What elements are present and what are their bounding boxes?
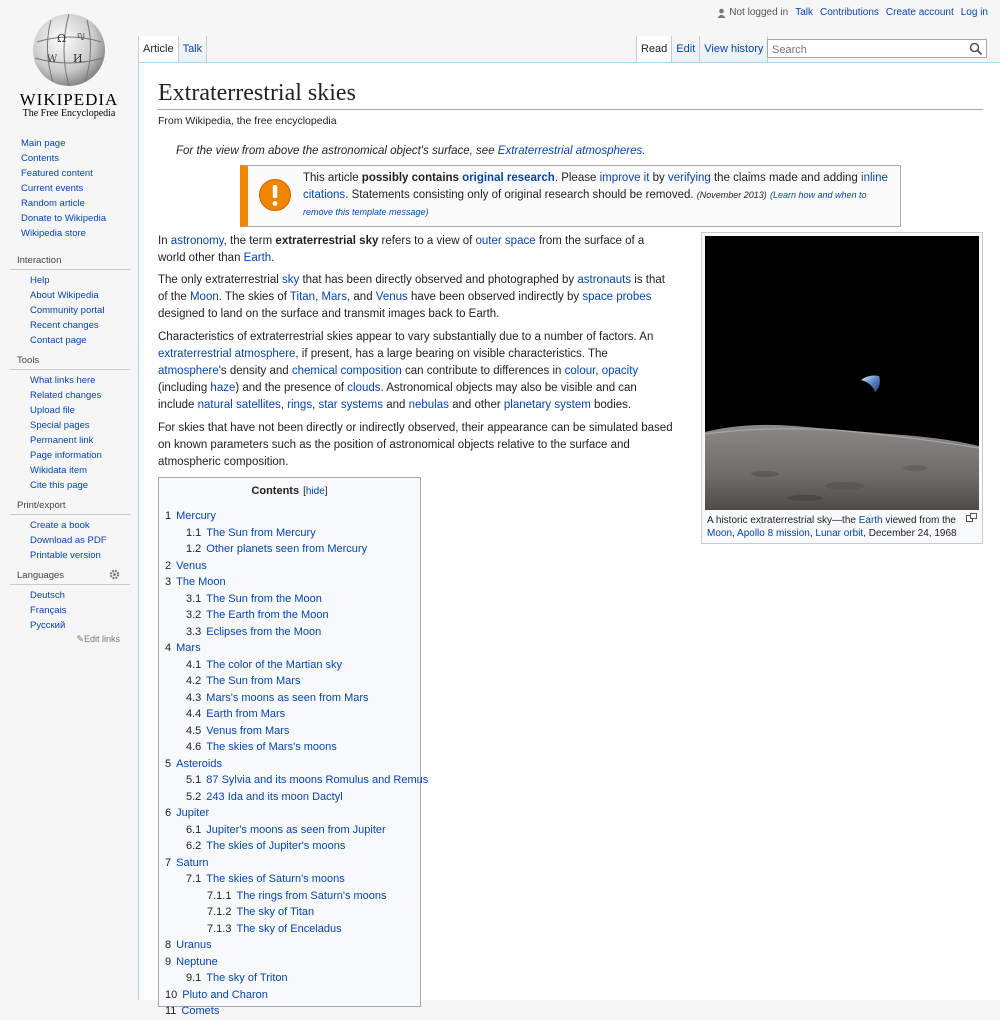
sidebar-item-download-as-pdf[interactable]: Download as PDF	[30, 535, 107, 546]
toc-item-link[interactable]	[165, 1005, 219, 1017]
toc-item[interactable]	[159, 855, 420, 872]
link-colour[interactable]: colour	[564, 365, 596, 377]
search-icon[interactable]	[969, 42, 983, 56]
log-in-link[interactable]: Log in	[960, 7, 988, 18]
p3-f: (including	[158, 382, 211, 394]
toc-item[interactable]	[159, 640, 420, 657]
toc-item-link[interactable]	[165, 807, 209, 819]
link-moon[interactable]: Moon	[189, 291, 219, 303]
toc-item-link[interactable]	[165, 510, 216, 522]
toc-hide-link[interactable]: hide	[305, 486, 325, 497]
toc-item-text: The Sun from Mars	[206, 675, 301, 687]
toc-item-number: 8	[165, 939, 172, 951]
p2-h: designed to land on the surface and transmit images back to Earth.	[158, 308, 500, 320]
puzzle-globe-icon	[29, 12, 109, 88]
toc-item-link[interactable]	[186, 692, 369, 704]
wikipedia-logo[interactable]	[0, 0, 138, 128]
notice-b1: possibly contains	[361, 172, 463, 184]
toc-item-number: 4.1	[186, 658, 202, 671]
notice-text	[303, 170, 898, 221]
notice-t4: the claims made and adding	[710, 172, 862, 184]
toc-item-text: The Sun from the Moon	[206, 592, 322, 605]
link-nebulas[interactable]: nebulas	[408, 399, 449, 411]
toc-item[interactable]	[159, 970, 420, 987]
sidebar-item-what-links-here[interactable]: What links here	[30, 375, 96, 386]
toc-item-link[interactable]	[165, 857, 209, 869]
toc-item-number: 7	[165, 856, 172, 869]
toc-item-link[interactable]	[186, 774, 428, 786]
toc-item-link[interactable]	[165, 642, 201, 654]
p2-a: The only extraterrestrial	[158, 274, 282, 286]
toc-item-number: 1	[165, 510, 172, 522]
sidebar-item-special-pages[interactable]: Special pages	[30, 420, 90, 431]
sidebar-heading-interaction[interactable]: Interaction	[10, 255, 130, 270]
svg-text:ญ: ญ	[77, 31, 85, 41]
toc-item-text: Mercury	[176, 510, 216, 522]
p1-bold-term: extraterrestrial sky	[275, 235, 379, 247]
sidebar-item-help[interactable]: Help	[30, 275, 50, 286]
sidebar-item-permanent-link[interactable]: Permanent link	[30, 435, 94, 446]
paragraph-3	[158, 329, 674, 414]
tab-read[interactable]: Read	[636, 36, 672, 62]
toc-item-number: 6	[165, 807, 172, 819]
toc-item[interactable]	[159, 508, 420, 525]
toc-item[interactable]	[159, 541, 420, 558]
toc-item[interactable]	[159, 805, 420, 822]
p2-f: , and	[347, 291, 376, 303]
sidebar-languages	[10, 570, 138, 645]
sidebar-interaction	[10, 255, 138, 348]
toc-item-link[interactable]	[186, 824, 386, 836]
caption-link-moon[interactable]: Moon	[707, 528, 733, 539]
toc-list	[159, 508, 429, 1020]
not-logged-in-text: Not logged in	[729, 7, 789, 18]
toc-item-number: 6.1	[186, 823, 202, 836]
toc-item-text: The sky of Triton	[206, 972, 288, 984]
toc-item-number: 4	[165, 642, 172, 654]
toc-item[interactable]	[159, 789, 420, 806]
logo-tagline: The Free Encyclopedia	[22, 108, 116, 119]
caption-link-earth[interactable]: Earth	[858, 515, 883, 526]
p3-m: bodies.	[590, 399, 632, 411]
sidebar-item-printable-version[interactable]: Printable version	[30, 550, 101, 561]
toc-item[interactable]	[159, 756, 420, 773]
sidebar-item-upload-file[interactable]: Upload file	[30, 405, 75, 416]
sidebar-heading-print-export[interactable]: Print/export	[10, 500, 130, 515]
gear-icon[interactable]	[109, 569, 120, 580]
toc-item-number: 3.1	[186, 592, 202, 605]
sidebar-item-community-portal[interactable]: Community portal	[30, 305, 105, 316]
toc-item[interactable]	[159, 657, 420, 674]
sidebar-item-create-a-book[interactable]: Create a book	[30, 520, 90, 531]
toc-item-link[interactable]	[186, 972, 288, 984]
sidebar-item-current-events[interactable]: Current events	[21, 183, 84, 194]
p3-e: ,	[595, 365, 602, 377]
caption-d: ,	[809, 528, 816, 539]
p3-k: and	[383, 399, 409, 411]
toc-item[interactable]	[159, 673, 420, 690]
p2-g: have been observed indirectly by	[407, 291, 583, 303]
hatnote-link-extraterrestrial-atmospheres[interactable]: Extraterrestrial atmospheres	[497, 145, 643, 157]
toc-item-text: 87 Sylvia and its moons Romulus and Remus	[206, 774, 429, 786]
paragraph-4: For skies that have not been directly or indirectly observed, their appearance can be simulated based on known parameters such as the position of astronomical objects relative to the surface and atmospheric composition.	[158, 422, 673, 468]
toc-item-number: 3.3	[186, 625, 202, 638]
toc-item-number: 7.1.1	[207, 889, 232, 902]
p2-c: is that of the	[158, 274, 665, 303]
notice-date: (November 2013)	[696, 190, 767, 200]
p3-d: can contribute to differences in	[401, 365, 565, 377]
user-icon	[717, 8, 726, 18]
toc-item-link[interactable]	[186, 840, 345, 852]
sidebar-item-about-wikipedia[interactable]: About Wikipedia	[30, 290, 99, 301]
link-earth[interactable]: Earth	[243, 252, 272, 264]
link-outer-space[interactable]: outer space	[475, 235, 536, 247]
toc-item-text: Saturn	[176, 856, 209, 869]
notice-link-improve-it[interactable]: improve it	[599, 172, 650, 184]
view-tabs	[636, 36, 768, 62]
p1-d: from the surface of a world other than	[158, 235, 645, 264]
toc-item-link[interactable]	[186, 593, 322, 605]
edit-links-text: Edit links	[83, 634, 120, 644]
link-natural-satellites[interactable]: natural satellites	[197, 399, 281, 411]
link-star-systems[interactable]: star systems	[318, 399, 384, 411]
language-link-russian[interactable]: Русский	[30, 620, 66, 631]
toc-item-number: 11	[165, 1005, 177, 1017]
link-mars[interactable]: Mars	[321, 291, 348, 303]
svg-text:Ω: Ω	[57, 32, 67, 45]
notice-t2: . Please	[554, 172, 600, 184]
link-planetary-system[interactable]: planetary system	[503, 399, 591, 411]
toc-item-link[interactable]	[207, 890, 387, 902]
main-content	[138, 62, 1000, 1017]
notice-link-original-research[interactable]: original research	[462, 172, 555, 184]
tab-talk[interactable]: Talk	[179, 36, 208, 62]
p2-e: ,	[315, 291, 322, 303]
site-subtitle: From Wikipedia, the free encyclopedia	[158, 115, 337, 127]
tab-article[interactable]: Article	[138, 36, 179, 62]
toc-item-number: 5.1	[186, 774, 202, 786]
link-sky[interactable]: sky	[282, 274, 300, 286]
toc-item-link[interactable]	[186, 675, 300, 687]
toc-item-link[interactable]	[165, 758, 222, 770]
sidebar-item-page-information[interactable]: Page information	[30, 450, 102, 461]
toc-item-link[interactable]	[186, 626, 321, 638]
toc-item-number: 10	[165, 988, 178, 1001]
toc-item-number: 4.4	[186, 708, 202, 720]
p3-j: ,	[312, 399, 319, 411]
caption-c: ,	[732, 528, 738, 539]
toc-item-number: 2	[165, 559, 172, 572]
toc-item-link[interactable]	[165, 989, 268, 1001]
language-link-francais[interactable]: Français	[30, 605, 67, 616]
toc-item-link[interactable]	[186, 873, 345, 885]
sidebar-item-contents[interactable]: Contents	[21, 153, 60, 164]
toc-item-text: Asteroids	[176, 757, 222, 770]
toc-item-text: The rings from Saturn's moons	[236, 889, 387, 902]
toc-item[interactable]	[159, 607, 420, 624]
toc-item-link[interactable]	[165, 576, 226, 588]
toc-item-link[interactable]	[186, 609, 329, 621]
caption-b: viewed from the	[882, 515, 956, 526]
sidebar-heading-tools[interactable]: Tools	[10, 355, 130, 370]
link-space-probes[interactable]: space probes	[582, 291, 652, 303]
search-input[interactable]	[768, 42, 964, 59]
link-rings[interactable]: rings	[287, 399, 313, 411]
toc-item-number: 7.1	[186, 873, 202, 885]
toc-item-number: 4.2	[186, 675, 202, 687]
toc-item[interactable]	[159, 624, 420, 641]
toc-item-text: The color of the Martian sky	[206, 658, 343, 671]
warning-icon	[258, 178, 292, 212]
p3-g: ) and the presence of	[235, 382, 348, 394]
toc-item-text: Pluto and Charon	[182, 988, 268, 1001]
link-atmosphere[interactable]: atmosphere	[158, 365, 219, 377]
toc-header	[159, 478, 420, 508]
contributions-link[interactable]: Contributions	[820, 7, 879, 18]
p3-c: 's density and	[218, 365, 292, 377]
table-of-contents	[158, 477, 429, 1017]
paragraph-1	[158, 233, 674, 267]
toc-item-number: 4.5	[186, 724, 202, 737]
toc-item[interactable]	[159, 921, 420, 938]
toc-item-text: Uranus	[176, 939, 212, 951]
toc-item-link[interactable]	[186, 791, 343, 803]
toc-item-text: The Sun from Mercury	[206, 526, 316, 539]
earthrise-image[interactable]	[705, 236, 979, 510]
p3-l: and other	[448, 399, 504, 411]
caption-link-apollo-8[interactable]: Apollo 8 mission	[737, 528, 810, 539]
tab-edit[interactable]: Edit	[672, 36, 700, 62]
not-logged-in-status	[717, 7, 788, 18]
toc-item[interactable]	[159, 838, 420, 855]
toc-item[interactable]	[159, 690, 420, 707]
notice-link-learn-how[interactable]: (Learn how and when to remove this template message)	[303, 190, 867, 217]
sidebar	[0, 128, 138, 645]
link-extraterrestrial-atmosphere[interactable]: extraterrestrial atmosphere	[158, 348, 296, 360]
link-titan[interactable]: Titan	[289, 291, 316, 303]
toc-item-number: 4.6	[186, 741, 202, 753]
hatnote-text: For the view from above the astronomical object's surface, see	[176, 145, 498, 157]
toc-item-link[interactable]	[186, 708, 285, 720]
page-title: Extraterrestrial skies	[158, 79, 983, 110]
sidebar-item-featured-content[interactable]: Featured content	[21, 168, 93, 179]
toc-item-number: 1.1	[186, 526, 202, 539]
toc-item[interactable]	[159, 954, 420, 971]
sidebar-item-related-changes[interactable]: Related changes	[30, 390, 102, 401]
toc-item-link[interactable]	[186, 659, 342, 671]
toc-item-link[interactable]	[186, 741, 337, 753]
toc-item[interactable]	[159, 987, 420, 1004]
link-astronauts[interactable]: astronauts	[577, 274, 632, 286]
sidebar-heading-languages	[10, 570, 130, 585]
p3-h: . Astronomical objects may also be visible and can include	[158, 382, 637, 411]
caption-a: A historic extraterrestrial sky—the	[707, 515, 859, 526]
toc-item-number: 4.3	[186, 691, 202, 704]
toc-item-text: Jupiter's moons as seen from Jupiter	[206, 823, 386, 836]
toc-item-link[interactable]	[165, 560, 207, 572]
p2-b: that has been directly observed and photographed by	[299, 274, 578, 286]
sidebar-item-random-article[interactable]: Random article	[21, 198, 85, 209]
toc-item-text: Mars	[176, 642, 201, 654]
p3-i: ,	[280, 399, 288, 411]
caption-link-lunar-orbit[interactable]: Lunar orbit	[815, 528, 864, 539]
toc-item-text: Venus from Mars	[206, 724, 290, 737]
toc-item-number: 9.1	[186, 972, 202, 984]
toc-item[interactable]	[159, 822, 420, 839]
sidebar-item-wikipedia-store[interactable]: Wikipedia store	[21, 228, 86, 239]
notice-t3: by	[649, 172, 668, 184]
sidebar-item-recent-changes[interactable]: Recent changes	[30, 320, 99, 331]
toc-item-number: 7.1.2	[207, 906, 232, 918]
toc-item[interactable]	[159, 772, 429, 789]
p3-b: , if present, has a large bearing on visible characteristics. The	[295, 348, 608, 360]
toc-item-text: The sky of Enceladus	[236, 922, 342, 935]
toc-item[interactable]	[159, 525, 420, 542]
p2-d: . The skies of	[218, 291, 290, 303]
languages-heading-text: Languages	[17, 570, 65, 581]
toc-item[interactable]	[159, 591, 420, 608]
caption-e: , December 24, 1968	[863, 528, 957, 539]
sidebar-item-donate[interactable]: Donate to Wikipedia	[21, 213, 107, 224]
original-research-notice	[240, 165, 901, 227]
toc-item-link[interactable]	[165, 939, 212, 951]
talk-link[interactable]: Talk	[795, 7, 813, 18]
sidebar-item-main-page[interactable]: Main page	[21, 138, 66, 149]
link-haze[interactable]: haze	[210, 382, 236, 394]
link-clouds[interactable]: clouds	[347, 382, 381, 394]
toc-item-text: Earth from Mars	[206, 708, 286, 720]
toc-item[interactable]	[159, 558, 420, 575]
p3-a: Characteristics of extraterrestrial skies appear to vary substantially due to a number of factors. An	[158, 331, 654, 343]
toc-item-link[interactable]	[186, 725, 289, 737]
sidebar-print-export	[10, 500, 138, 563]
notice-t5: . Statements consisting only of original research should be removed.	[345, 189, 697, 201]
logo-wordmark: WIKIPEDIA	[19, 90, 119, 109]
enlarge-icon[interactable]	[966, 513, 977, 522]
hatnote-end: .	[642, 145, 646, 157]
toc-item[interactable]	[159, 904, 420, 921]
toc-item-number: 5	[165, 757, 172, 770]
svg-text:W: W	[47, 54, 58, 65]
toc-item[interactable]	[159, 739, 420, 756]
toc-item-number: 9	[165, 955, 172, 968]
toc-item-text: The skies of Jupiter's moons	[206, 840, 346, 852]
link-astronomy[interactable]: astronomy	[170, 235, 224, 247]
toc-item-text: Mars's moons as seen from Mars	[206, 691, 369, 704]
notice-link-inline-citations[interactable]: inline citations	[303, 172, 888, 201]
toc-item-text: Other planets seen from Mercury	[206, 543, 368, 555]
p1-e: .	[271, 252, 275, 264]
pencil-icon: ✎	[76, 634, 84, 644]
toc-hide-wrapper: [hide]	[303, 486, 328, 497]
toc-item-text: Neptune	[176, 955, 218, 968]
toc-item-number: 1.2	[186, 543, 202, 555]
create-account-link[interactable]: Create account	[885, 7, 954, 18]
language-link-deutsch[interactable]: Deutsch	[30, 590, 65, 601]
toc-item[interactable]	[159, 937, 420, 954]
search-box	[767, 39, 987, 58]
link-opacity[interactable]: opacity	[601, 365, 639, 377]
toc-item-link[interactable]	[186, 527, 316, 539]
sidebar-tools	[10, 355, 138, 493]
toc-item-link[interactable]	[165, 956, 218, 968]
p1-c: refers to a view of	[378, 235, 476, 247]
toc-item-number: 7.1.3	[207, 922, 232, 935]
toc-item[interactable]	[159, 888, 420, 905]
toc-item-text: The sky of Titan	[236, 906, 315, 918]
toc-item-text: The skies of Mars's moons	[206, 741, 337, 753]
toc-item-text: The skies of Saturn's moons	[206, 873, 345, 885]
svg-text:И: И	[73, 52, 83, 65]
toc-item-number: 5.2	[186, 790, 202, 803]
thumbnail-caption	[705, 510, 979, 540]
toc-item-link[interactable]	[207, 906, 314, 918]
toc-item-text: 243 Ida and its moon Dactyl	[206, 790, 343, 803]
notice-t1: This article	[303, 172, 362, 184]
link-chemical-composition[interactable]: chemical composition	[291, 365, 402, 377]
toc-item[interactable]	[159, 1003, 420, 1020]
personal-tools	[717, 7, 988, 18]
toc-item-link[interactable]	[186, 543, 367, 555]
sidebar-item-contact-page[interactable]: Contact page	[30, 335, 87, 346]
toc-item[interactable]	[159, 574, 420, 591]
toc-title: Contents	[251, 485, 300, 497]
toc-item-text: The Moon	[176, 576, 226, 588]
hatnote	[176, 145, 645, 157]
p1-a: In	[158, 235, 171, 247]
p1-b: , the term	[223, 235, 276, 247]
toc-item-link[interactable]	[207, 923, 342, 935]
link-venus[interactable]: Venus	[375, 291, 408, 303]
toc-item-text: Comets	[181, 1005, 220, 1017]
toc-item-number: 3	[165, 576, 172, 588]
toc-item-text: Eclipses from the Moon	[206, 625, 322, 638]
toc-item[interactable]	[159, 871, 420, 888]
toc-item[interactable]	[159, 706, 420, 723]
toc-item[interactable]	[159, 723, 420, 740]
toc-item-number: 6.2	[186, 840, 202, 852]
tab-view-history[interactable]: View history	[700, 36, 768, 62]
notice-link-verifying[interactable]: verifying	[667, 172, 711, 184]
sidebar-item-wikidata-item[interactable]: Wikidata item	[30, 465, 88, 476]
toc-item-text: Jupiter	[176, 807, 210, 819]
toc-item-number: 3.2	[186, 609, 202, 621]
sidebar-navigation	[10, 128, 138, 241]
edit-links[interactable]	[10, 634, 138, 645]
toc-item-text: The Earth from the Moon	[206, 609, 329, 621]
toc-item-text: Venus	[176, 559, 207, 572]
namespace-tabs	[138, 36, 207, 62]
paragraph-2	[158, 272, 674, 323]
sidebar-item-cite-this-page[interactable]: Cite this page	[30, 480, 89, 491]
earthrise-thumbnail	[701, 232, 983, 544]
